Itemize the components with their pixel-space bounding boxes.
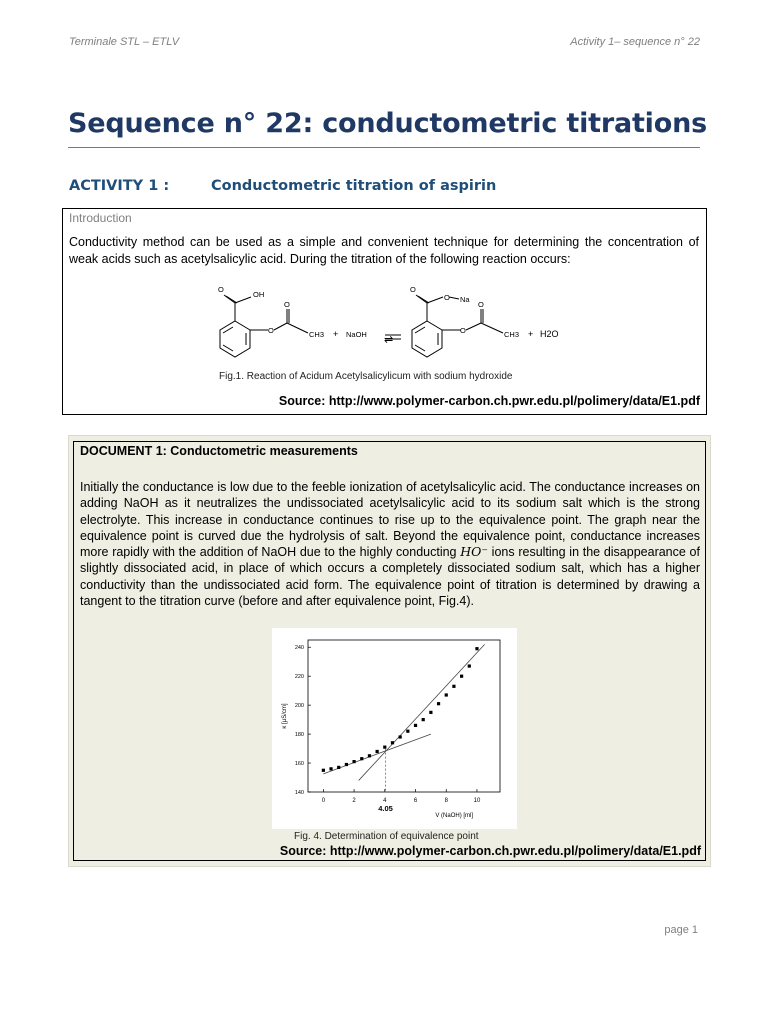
y-tick-label: 180: [294, 732, 304, 739]
data-point: [337, 766, 340, 769]
reactant-label: OH: [253, 290, 265, 299]
y-tick-label: 200: [294, 703, 304, 710]
product-label: CH3: [504, 330, 520, 339]
product-label: O: [460, 326, 466, 335]
document1-heading: DOCUMENT 1: Conductometric measurements: [80, 444, 358, 458]
data-point: [391, 741, 394, 744]
product-label: O: [478, 300, 484, 309]
document1-box: [68, 435, 711, 867]
data-point: [376, 750, 379, 753]
introduction-heading: Introduction: [69, 211, 132, 225]
y-axis-label: κ [μS/cm]: [282, 703, 288, 729]
data-point: [345, 763, 348, 766]
product-label: O: [410, 285, 416, 294]
data-point: [445, 693, 448, 696]
document1-text-part1: Initially the conductance is low due to the feeble ionization of acetylsalicylic acid. The conductance increases on adding NaOH as it neutralizes the undissociated acetylsalicylic acid to its sodium salt which is the strong electrolyte. This increase in conductance continues to rise up to the equivalence point. The graph near the equivalence point is curved due the hydrolysis of salt. Beyond the equivalence point, conductance increases more rapidly with the addition of NaOH due to the highly conducting: [80, 480, 700, 560]
tangent-after: [359, 644, 485, 780]
product-label: Na: [460, 295, 470, 304]
header-right: Activity 1– sequence n° 22: [570, 36, 700, 48]
data-point: [329, 767, 332, 770]
document1-text: [80, 479, 700, 609]
reactant-label: CH3: [309, 330, 325, 339]
titration-chart-panel: [272, 628, 517, 829]
equivalence-label: 4.05: [378, 804, 393, 813]
x-tick-label: 0: [321, 798, 326, 804]
header-left: Terminale STL – ETLV: [69, 36, 180, 48]
data-point: [399, 735, 402, 738]
data-point: [460, 675, 463, 678]
reagent-label: NaOH: [346, 330, 367, 339]
document1-frame: [73, 441, 706, 861]
data-point: [406, 730, 409, 733]
reactant-label: O: [284, 300, 290, 309]
introduction-box: [62, 208, 707, 415]
document1-text-part2: ions resulting in the disappearance of slightly dissociated acid, in place of which occurs a completely dissociated sodium salt, which has a higher conductivity than the undissociated acid form. The equivalence point of titration is determined by drawing a tangent to the titration curve (before and after equivalence point, Fig.4).: [80, 545, 700, 609]
x-tick-label: 10: [473, 798, 481, 804]
data-point: [429, 711, 432, 714]
data-point: [437, 702, 440, 705]
data-point: [322, 769, 325, 772]
plus-sign: +: [528, 329, 534, 339]
x-tick-label: 4: [383, 798, 387, 804]
activity-name: Conductometric titration of aspirin: [211, 178, 497, 194]
data-point: [468, 664, 471, 667]
hydroxide-ion: HO⁻: [460, 544, 488, 560]
titration-chart: [272, 628, 517, 829]
x-tick-label: 8: [444, 798, 448, 804]
introduction-source: Source: http://www.polymer-carbon.ch.pwr.edu.pl/polimery/data/E1.pdf: [278, 394, 700, 408]
equilibrium-arrow: ⇌: [384, 334, 394, 346]
page-title: Sequence n° 22: conductometric titrations: [68, 108, 707, 139]
data-point: [414, 724, 417, 727]
y-tick-label: 220: [294, 674, 304, 681]
page-number: page 1: [664, 924, 698, 936]
figure4-caption: Fig. 4. Determination of equivalence point: [294, 831, 479, 842]
data-point: [352, 760, 355, 763]
reaction-scheme: [63, 275, 706, 375]
reactant-label: O: [268, 326, 274, 335]
document1-source: Source: http://www.polymer-carbon.ch.pwr.edu.pl/polimery/data/E1.pdf: [279, 844, 701, 858]
y-tick-label: 240: [294, 645, 304, 652]
data-point: [452, 685, 455, 688]
data-point: [360, 757, 363, 760]
data-point: [475, 647, 478, 650]
x-tick-label: 6: [413, 798, 418, 804]
x-axis-label: V (NaOH) [ml]: [435, 813, 474, 819]
x-tick-label: 2: [352, 798, 356, 804]
title-underline: [68, 147, 700, 148]
reactant-label: O: [218, 285, 224, 294]
introduction-text: Conductivity method can be used as a simple and convenient technique for determining the concentration of weak acids such as acetylsalicylic acid. During the titration of the following reaction occurs:: [69, 235, 699, 266]
figure1-caption: Fig.1. Reaction of Acidum Acetylsalicylicum with sodium hydroxide: [219, 371, 513, 382]
y-tick-label: 160: [294, 761, 304, 768]
data-point: [368, 754, 371, 757]
data-point: [383, 746, 386, 749]
y-tick-label: 140: [294, 790, 304, 796]
water-label: H2O: [540, 329, 559, 339]
activity-number: ACTIVITY 1 :: [69, 178, 170, 194]
plus-sign: +: [333, 329, 339, 339]
product-label: O: [444, 293, 450, 302]
data-point: [422, 718, 425, 721]
